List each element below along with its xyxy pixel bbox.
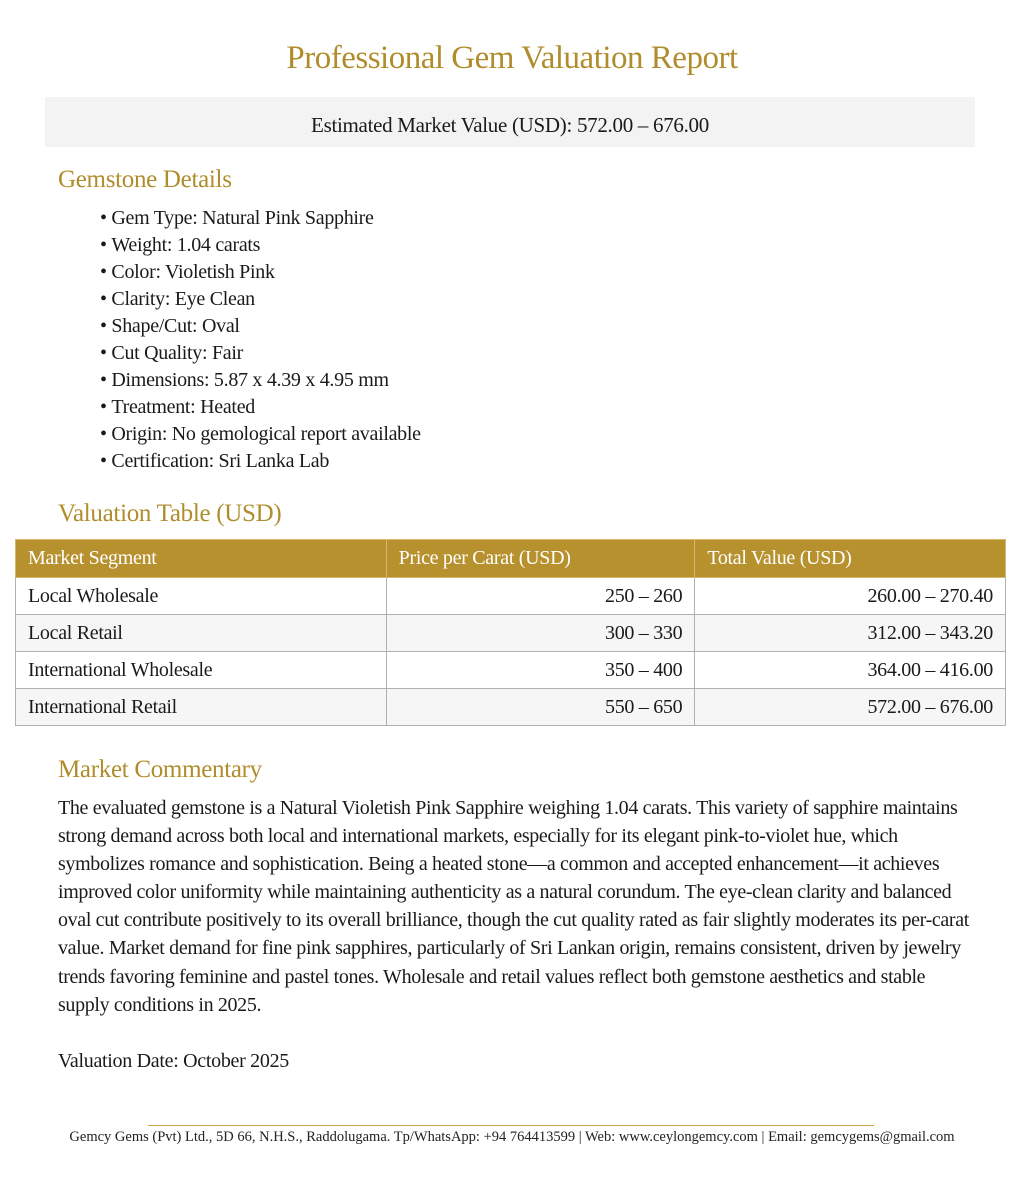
column-header-price-per-carat: Price per Carat (USD)	[386, 540, 695, 578]
table-row	[16, 652, 1006, 689]
table-row	[16, 615, 1006, 652]
detail-color: • Color: Violetish Pink	[100, 259, 421, 286]
price-per-carat-cell: 250 – 260	[386, 578, 695, 615]
detail-dimensions: • Dimensions: 5.87 x 4.39 x 4.95 mm	[100, 367, 421, 394]
detail-origin: • Origin: No gemological report available	[100, 421, 421, 448]
segment-cell: International Wholesale	[16, 652, 387, 689]
estimated-value-label: Estimated Market Value (USD):	[311, 113, 572, 137]
total-value-cell: 312.00 – 343.20	[695, 615, 1006, 652]
footer-contact: Gemcy Gems (Pvt) Ltd., 5D 66, N.H.S., Raddolugama. Tp/WhatsApp: +94 764413599 | Web: www.ceylongemcy.com | Email: gemcygems@gmail.com	[69, 1129, 955, 1145]
valuation-date: Valuation Date: October 2025	[58, 1050, 289, 1072]
total-value-cell: 260.00 – 270.40	[695, 578, 1006, 615]
segment-cell: Local Wholesale	[16, 578, 387, 615]
estimated-value-bar	[45, 97, 975, 147]
price-per-carat-cell: 300 – 330	[386, 615, 695, 652]
market-commentary-text: The evaluated gemstone is a Natural Violetish Pink Sapphire weighing 1.04 carats. This variety of sapphire maintains strong demand across both local and international markets, especially for its elegant pink-to-violet hue, which symbolizes romance and sophistication. Being a heated stone—a common and accepted enhancement—it achieves improved color uniformity while maintaining authenticity as a natural corundum. The eye-clean clarity and balanced oval cut contribute positively to its overall brilliance, though the cut quality rated as fair slightly moderates its per-carat value. Market demand for fine pink sapphires, particularly of Sri Lankan origin, remains consistent, driven by jewelry trends favoring feminine and pastel tones. Wholesale and retail values reflect both gemstone aesthetics and stable supply conditions in 2025.	[58, 797, 969, 1016]
detail-weight: • Weight: 1.04 carats	[100, 232, 421, 259]
detail-clarity: • Clarity: Eye Clean	[100, 286, 421, 313]
price-per-carat-cell: 350 – 400	[386, 652, 695, 689]
segment-cell: International Retail	[16, 689, 387, 726]
total-value-cell: 364.00 – 416.00	[695, 652, 1006, 689]
gemstone-details-list	[100, 205, 421, 475]
detail-gem-type: • Gem Type: Natural Pink Sapphire	[100, 205, 421, 232]
column-header-total-value: Total Value (USD)	[695, 540, 1006, 578]
table-row	[16, 578, 1006, 615]
detail-shape-cut: • Shape/Cut: Oval	[100, 313, 421, 340]
valuation-table	[15, 539, 1006, 726]
price-per-carat-cell: 550 – 650	[386, 689, 695, 726]
valuation-table-heading: Valuation Table (USD)	[58, 500, 282, 527]
column-header-segment: Market Segment	[16, 540, 387, 578]
detail-certification: • Certification: Sri Lanka Lab	[100, 448, 421, 475]
market-commentary-heading: Market Commentary	[58, 756, 262, 783]
table-header-row	[16, 540, 1006, 578]
table-row	[16, 689, 1006, 726]
detail-treatment: • Treatment: Heated	[100, 394, 421, 421]
gemstone-details-heading: Gemstone Details	[58, 166, 232, 193]
total-value-cell: 572.00 – 676.00	[695, 689, 1006, 726]
estimated-value-amount: 572.00 – 676.00	[576, 113, 709, 137]
report-title: Professional Gem Valuation Report	[286, 40, 738, 76]
segment-cell: Local Retail	[16, 615, 387, 652]
detail-cut-quality: • Cut Quality: Fair	[100, 340, 421, 367]
